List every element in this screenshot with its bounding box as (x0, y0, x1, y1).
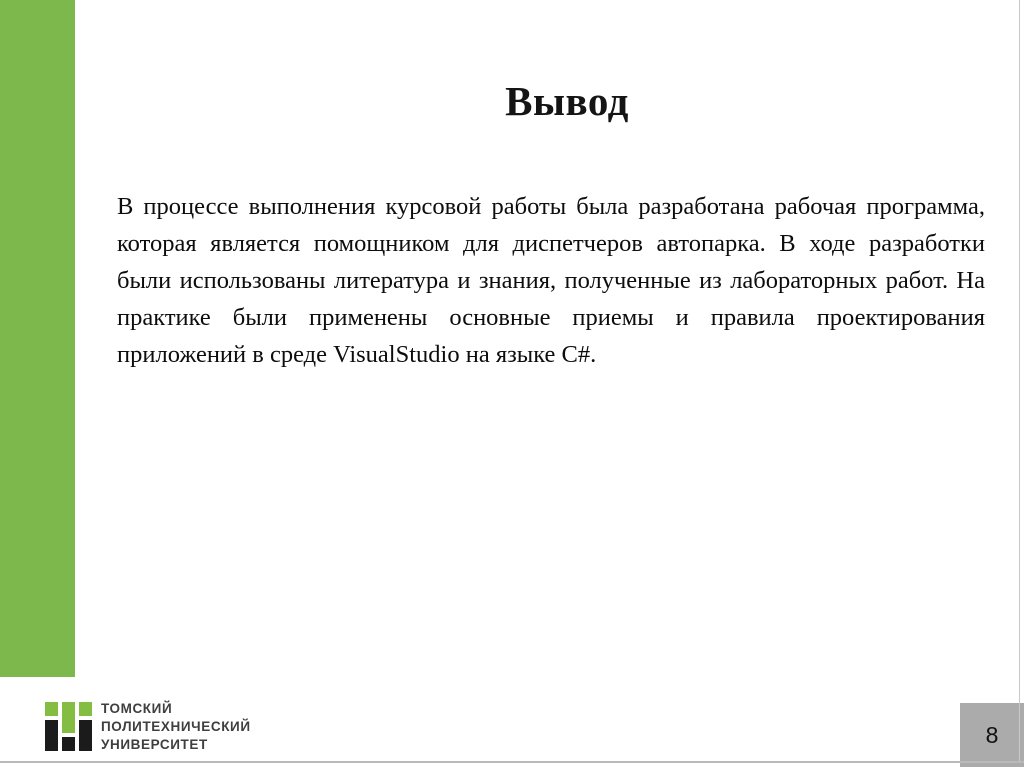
page-number-badge (960, 703, 1024, 767)
slide-bottom-border (0, 761, 1024, 763)
slide-right-border (1019, 0, 1020, 762)
logo-square-green-3 (79, 702, 92, 716)
page-number: 8 (985, 721, 999, 748)
tpu-squares-icon (45, 702, 93, 751)
university-wordmark-line2: ПОЛИТЕХНИЧЕСКИЙ (101, 719, 251, 734)
green-accent-bar (0, 0, 75, 677)
slide-title: Вывод (505, 78, 629, 125)
university-wordmark-line1: ТОМСКИЙ (101, 701, 173, 716)
university-wordmark (101, 700, 251, 754)
logo-square-green-2 (62, 702, 75, 733)
logo-square-black-2 (62, 737, 75, 751)
university-wordmark-line3: УНИВЕРСИТЕТ (101, 737, 208, 752)
logo-square-green-1 (45, 702, 58, 716)
slide-body-paragraph: В процессе выполнения курсовой работы была разработана рабочая программа, которая является помощником для диспетчеров автопарка. В ходе разработки были использованы литература и знания, полученные из лабораторных работ. На практике были применены основные приемы и правила проектирования приложений в среде VisualStudio на языке C#. (117, 192, 985, 368)
logo-square-black-3 (79, 720, 92, 751)
logo-square-black-1 (45, 720, 58, 751)
university-logo (45, 702, 305, 754)
